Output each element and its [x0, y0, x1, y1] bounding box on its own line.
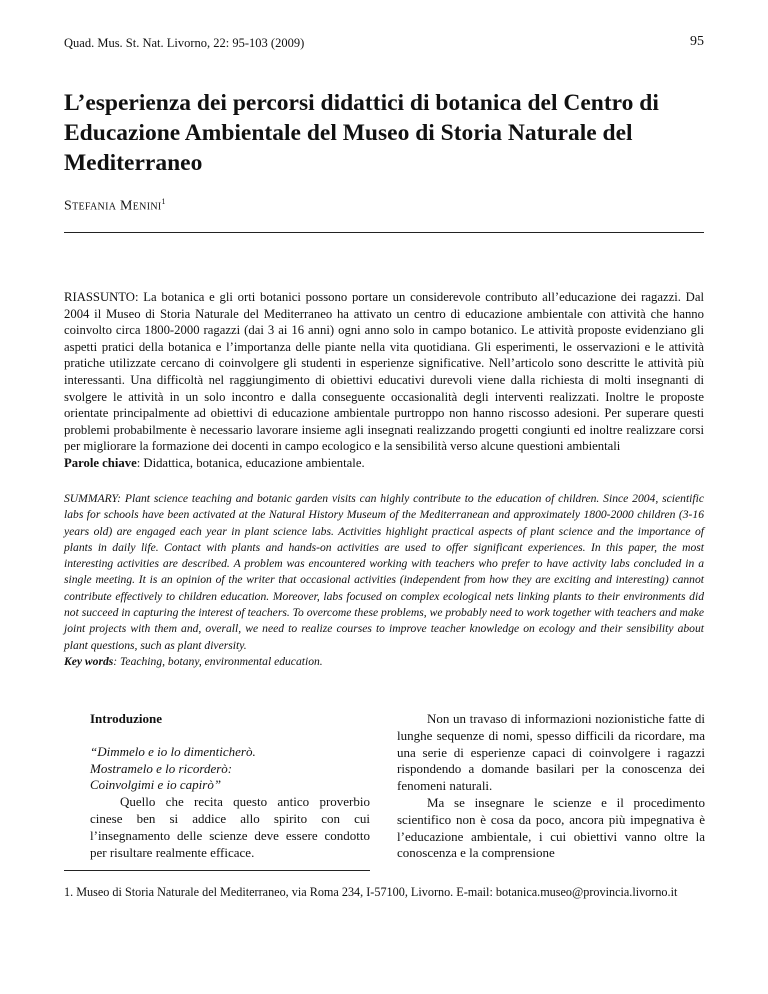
header-divider [64, 232, 704, 233]
intro-paragraph-2: Non un travaso di informazioni nozionistiche fatte di lunghe sequenze di nomi, spesso difficili da ricordare, ma una serie di esperienze capaci di coinvolgere i ragazzi rispondendo a domande basilari per la conoscenza dei fenomeni naturali. [397, 711, 705, 794]
intro-paragraph-3: Ma se insegnare le scienze e il procedimento scientifico non è cosa da poco, ancora più impegnativa è l’educazione ambientale, i cui obiettivi vanno oltre la conoscenza e la comprensione [397, 794, 705, 861]
riassunto-label: RIASSUNTO [64, 290, 135, 304]
english-summary [64, 491, 704, 670]
author-footnote-mark: 1 [161, 197, 166, 206]
proverb-line-3: Coinvolgimi e io capirò” [90, 777, 222, 793]
summary-text: Plant science teaching and botanic garden visits can highly contribute to the education of children. Since 2004, scientific labs for schools have been activated at the Natural History Museum of the Mediterranean and approximately 1800-2000 children (3-16 years old) are engaged each year in plant science labs. Activities highlight practical aspects of plant science and the importance of plants in daily life. Contact with plants and hands-on activities are used to offer significant experiences. In this paper, the most interesting activities are described. A problem was encountered working with teachers who prefer to have activity labs concluded in a single meeting. It is an opinion of the writer that occasional activities (independent from how they are exciting and interesting) cannot contribute effectively to children education. Moreover, labs focused on complex ecological nets linking plants to their environments did not succeed in capturing the interest of teachers. To overcome these problems, we probably need to work together with teachers and make joint projects with them and, overall, we need to realize courses to improve teacher knowledge on ecology and their sensibility about plant questions, such as plant diversity. [64, 492, 704, 652]
parole-chiave-text: : Didattica, botanica, educazione ambientale. [136, 455, 365, 470]
proverb-line-2: Mostramelo e lo ricorderò: [90, 760, 233, 776]
intro-paragraph-1: Quello che recita questo antico proverbio cinese ben si addice allo spirito con cui l’insegnamento delle scienze deve essere condotto per risultare realmente efficace. [90, 794, 370, 860]
left-column [90, 711, 370, 861]
parole-chiave-label: Parole chiave [64, 455, 137, 470]
section-heading: Introduzione [90, 711, 162, 726]
author-line [64, 197, 166, 215]
proverb-line-1: “Dimmelo e io lo dimenticherò. [90, 743, 256, 759]
article-title: L’esperienza dei percorsi didattici di botanica del Centro di Educazione Ambientale del Museo di Storia Naturale del Mediterraneo [64, 90, 659, 176]
page-number: 95 [690, 34, 704, 49]
italian-abstract [64, 289, 704, 472]
right-column [397, 711, 705, 862]
author-name: Stefania Menini [64, 198, 162, 214]
affiliation-footnote: 1. Museo di Storia Naturale del Mediterraneo, via Roma 234, I-57100, Livorno. E-mail: botanica.museo@provincia.livorno.it [64, 885, 678, 899]
riassunto-text: : La botanica e gli orti botanici possono portare un considerevole contributo all’educazione dei ragazzi. Dal 2004 il Museo di Storia Naturale del Mediterraneo ha attivato un centro di educazione ambientale con attività che hanno coinvolto circa 1800-2000 ragazzi (dai 3 ai 16 anni) ogni anno solo in campo botanico. Le attività proposte evidenziano gli aspetti pratici della botanica e l’importanza delle piante nella vita quotidiana. Gli esperimenti, le osservazioni e le attività pratiche utilizzate cercano di coinvolgere gli studenti in esperienze significative. Nell’articolo sono descritte le attività più interessanti. Una difficoltà nel raggiungimento di obiettivi educativi durevoli viene dalla richiesta di molti insegnanti di svolgere le attività in un solo incontro e dalla conseguente occasionalità degli interventi realizzati. Inoltre le proposte orientate principalmente ad obiettivi di educazione ambientale purtroppo non hanno riscosso adesioni. Per superare questi problemi probabilmente è necessario lavorare insieme agli insegnati realizzando progetti congiunti ed inoltre realizzare corsi per migliorare la formazione dei docenti in campo ecologico e la sensibilità verso alcune questioni ambientali [64, 290, 704, 454]
summary-label: SUMMARY: [64, 492, 121, 505]
footnote-divider [64, 870, 370, 871]
key-words-label: Key words [64, 654, 114, 668]
journal-citation: Quad. Mus. St. Nat. Livorno, 22: 95-103 (2009) [64, 36, 305, 50]
key-words-text: : Teaching, botany, environmental education. [113, 654, 323, 668]
